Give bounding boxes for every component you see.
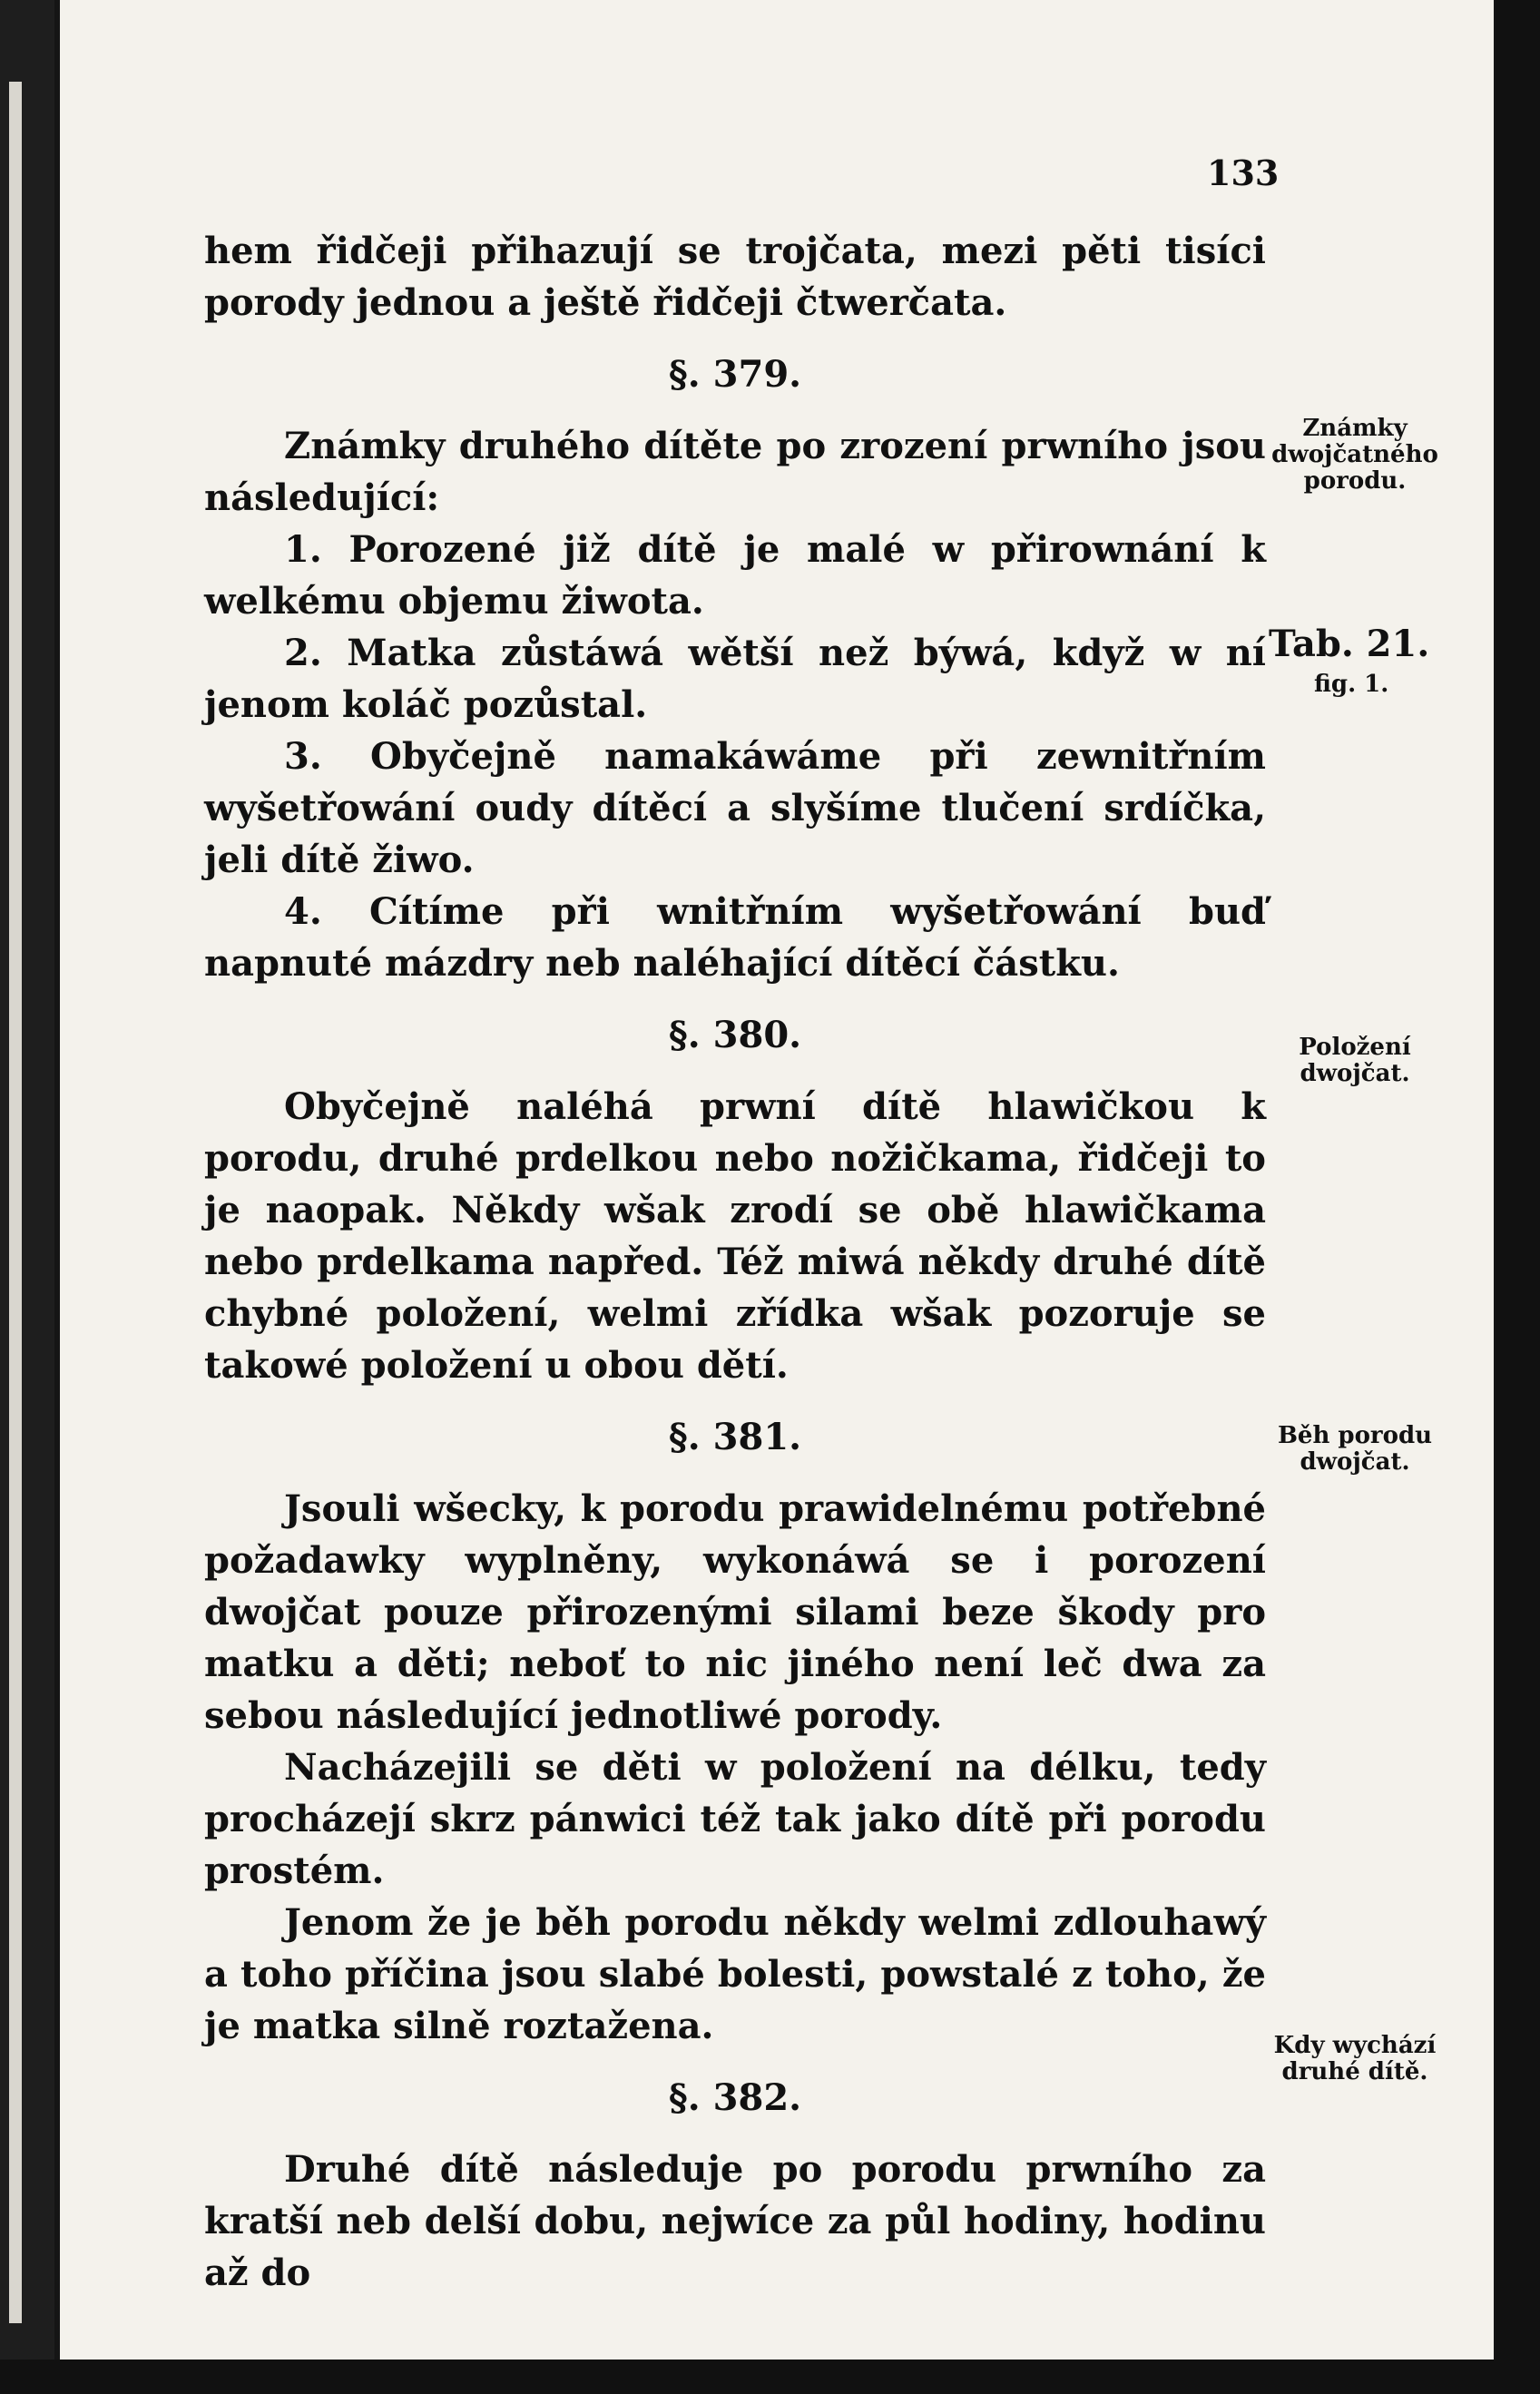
paragraph-379-item-4: 4. Cítíme při wnitřním wyšetřowání buď napnuté mázdry neb naléhající dítěcí částku. [204,890,1266,985]
paragraph-381-3: Jenom že je běh porodu někdy welmi zdlouhawý a toho příčina jsou slabé bolesti, powstalé z toho, že je matka silně roztažena. [204,1901,1266,2047]
section-heading-382: §. 382. [668,2076,802,2119]
right-scan-edge [1496,0,1540,2394]
paragraph-381-1: Jsouli wšecky, k porodu prawidelnému potřebné požadawky wyplněny, wykonáwá se i porození dwojčat pouze přirozenými silami beze škody pro matku a děti; neboť to nic jiného není leč dwa za sebou následující jednotliwé porody. [204,1487,1266,1737]
paragraph-382: Druhé dítě následuje po porodu prwního za kratší neb delší dobu, nejwíce za půl hodiny, hodinu až do [204,2148,1266,2294]
section-heading-381: §. 381. [668,1416,802,1458]
section-heading-379: §. 379. [668,353,802,396]
margin-note-381: Běh porodu dwojčat. [1277,1422,1433,1476]
plate-number: Tab. 21. [1269,623,1430,665]
section-heading-380: §. 380. [668,1014,802,1056]
main-text [204,225,1266,2299]
left-margin-scan-edge [0,0,54,2394]
margin-note-380: Položení dwojčat. [1299,1034,1411,1087]
paragraph-379-item-2: 2. Matka zůstáwá wětší než býwá, když w ní jenom koláč pozůstal. [204,632,1266,726]
paragraph-380: Obyčejně naléhá prwní dítě hlawičkou k porodu, druhé prdelkou nebo nožičkama, řidčeji to je naopak. Někdy wšak zrodí se obě hlawičkama nebo prdelkama napřed. Též miwá někdy druhé dítě chybné položení, welmi zřídka wšak pozoruje se takowé položení u obou dětí. [204,1085,1266,1387]
plate-reference [1269,624,1441,704]
margin-note-382: Kdy wychází druhé dítě. [1273,2032,1437,2085]
bottom-scan-edge [0,2360,1540,2394]
paragraph-379-item-3: 3. Obyčejně namakáwáme při zewnitřním wyšetřowání oudy dítěcí a slyšíme tlučení srdíčka, jeli dítě žiwo. [204,735,1266,881]
previous-page-sliver [9,82,22,2323]
margin-note-379: Známky dwojčatného porodu. [1271,415,1438,495]
paragraph-continuation: hem řidčeji přihazují se trojčata, mezi pěti tisíci porody jednou a ještě řidčeji čtwerčata. [204,230,1266,324]
paragraph-381-2: Nacházejili se děti w položení na délku, tedy procházejí skrz pánwici též tak jako dítě při porodu prostém. [204,1746,1266,1892]
figure-number: fig. 1. [1314,671,1389,698]
paragraph-379-item-1: 1. Porozené již dítě je malé w přirownání k welkému objemu žiwota. [204,528,1266,623]
paragraph-379-intro: Známky druhého dítěte po zrození prwního jsou následující: [204,425,1266,519]
page-number: 133 [1207,152,1280,193]
